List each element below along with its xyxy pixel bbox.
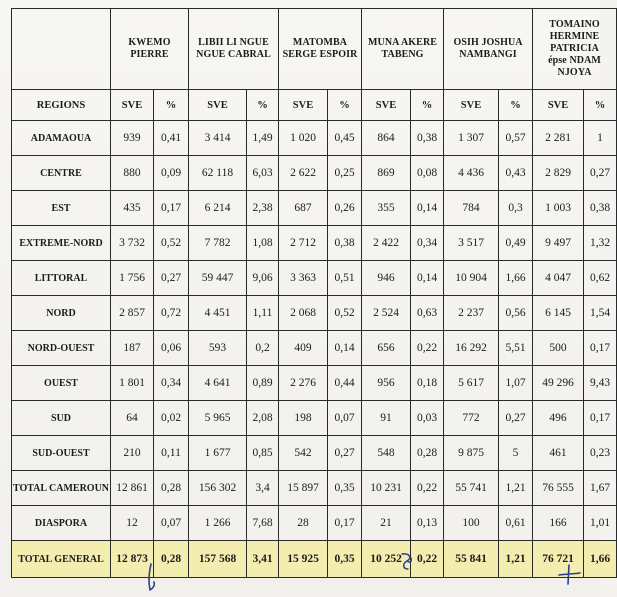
candidate-name: MATOMBA	[292, 37, 348, 48]
pct-value: 0,2	[247, 331, 279, 366]
pct-value: 9,43	[584, 366, 617, 401]
sve-value: 9 875	[444, 436, 499, 471]
pct-value: 0,07	[154, 506, 189, 541]
sve-value: 49 296	[533, 366, 584, 401]
pct-value: 1,11	[247, 296, 279, 331]
sve-value: 10 231	[362, 471, 411, 506]
table-row	[12, 331, 617, 366]
pct-value: 5	[499, 436, 533, 471]
pct-value: 0,07	[328, 401, 362, 436]
pct-value: 3,41	[247, 541, 279, 578]
region-name: EST	[12, 191, 111, 226]
pct-value: 1,07	[499, 366, 533, 401]
candidate-name: MUNA AKERE	[367, 37, 438, 48]
sve-value: 1 307	[444, 121, 499, 156]
sve-value: 100	[444, 506, 499, 541]
pct-value: 0,52	[154, 226, 189, 261]
candidate-name: PIERRE	[130, 49, 169, 60]
sve-value: 409	[279, 331, 328, 366]
sve-value: 4 641	[189, 366, 247, 401]
candidate-name: HERMINE	[549, 31, 600, 42]
sve-value: 355	[362, 191, 411, 226]
candidate-header	[111, 9, 189, 90]
sve-value: 9 497	[533, 226, 584, 261]
pct-value: 0,41	[154, 121, 189, 156]
sve-header: SVE	[189, 90, 247, 121]
pct-header: %	[499, 90, 533, 121]
sve-value: 12 861	[111, 471, 154, 506]
sve-value: 2 422	[362, 226, 411, 261]
pct-value: 0,35	[328, 471, 362, 506]
results-table	[11, 8, 617, 578]
pct-value: 7,68	[247, 506, 279, 541]
pct-value: 0,28	[154, 541, 189, 578]
sve-value: 10 904	[444, 261, 499, 296]
sve-value: 157 568	[189, 541, 247, 578]
region-name: SUD-OUEST	[12, 436, 111, 471]
pct-value: 0,56	[499, 296, 533, 331]
pct-value: 0,22	[411, 471, 444, 506]
pct-value: 0,14	[411, 191, 444, 226]
pct-value: 0,27	[328, 436, 362, 471]
sve-value: 2 857	[111, 296, 154, 331]
sve-value: 6 145	[533, 296, 584, 331]
table-row	[12, 296, 617, 331]
region-name: NORD-OUEST	[12, 331, 111, 366]
candidate-header	[533, 9, 617, 90]
table-row	[12, 436, 617, 471]
region-name: DIASPORA	[12, 506, 111, 541]
pct-value: 0,17	[154, 191, 189, 226]
pct-value: 1,21	[499, 471, 533, 506]
region-name: EXTREME-NORD	[12, 226, 111, 261]
sve-value: 7 782	[189, 226, 247, 261]
sve-value: 2 829	[533, 156, 584, 191]
regions-header: REGIONS	[12, 90, 111, 121]
region-name: TOTAL GENERAL	[12, 541, 111, 578]
sve-value: 2 237	[444, 296, 499, 331]
sve-value: 59 447	[189, 261, 247, 296]
handwritten-mark	[142, 562, 162, 594]
pct-value: 0,63	[411, 296, 444, 331]
pct-value: 2,08	[247, 401, 279, 436]
sve-value: 4 451	[189, 296, 247, 331]
sve-value: 2 276	[279, 366, 328, 401]
pct-value: 9,06	[247, 261, 279, 296]
pct-value: 0,17	[584, 331, 617, 366]
sve-value: 156 302	[189, 471, 247, 506]
sve-value: 496	[533, 401, 584, 436]
sve-value: 2 281	[533, 121, 584, 156]
pct-value: 0,09	[154, 156, 189, 191]
sve-value: 435	[111, 191, 154, 226]
table-row	[12, 366, 617, 401]
pct-value: 1,49	[247, 121, 279, 156]
candidate-name: TOMAINO	[549, 19, 600, 30]
pct-value: 0,18	[411, 366, 444, 401]
candidate-name: épse NDAM NJOYA	[548, 55, 601, 78]
table-row	[12, 226, 617, 261]
region-name: NORD	[12, 296, 111, 331]
candidate-name: OSIH JOSHUA	[453, 37, 523, 48]
pct-value: 0,28	[154, 471, 189, 506]
pct-value: 0,17	[328, 506, 362, 541]
candidate-name: LIBII LI NGUE	[198, 37, 269, 48]
pct-value: 0,35	[328, 541, 362, 578]
sve-value: 3 363	[279, 261, 328, 296]
sve-value: 956	[362, 366, 411, 401]
pct-value: 3,4	[247, 471, 279, 506]
pct-value: 0,27	[499, 401, 533, 436]
sve-value: 15 925	[279, 541, 328, 578]
sve-value: 12	[111, 506, 154, 541]
sve-value: 2 068	[279, 296, 328, 331]
sve-value: 76 721	[533, 541, 584, 578]
pct-value: 0,52	[328, 296, 362, 331]
pct-value: 0,02	[154, 401, 189, 436]
sve-value: 5 965	[189, 401, 247, 436]
pct-value: 6,03	[247, 156, 279, 191]
sve-header: SVE	[279, 90, 328, 121]
sve-value: 10 252	[362, 541, 411, 578]
sve-value: 3 517	[444, 226, 499, 261]
pct-header: %	[584, 90, 617, 121]
table-row	[12, 401, 617, 436]
sve-value: 64	[111, 401, 154, 436]
candidate-header	[189, 9, 279, 90]
pct-value: 0,22	[411, 331, 444, 366]
sve-value: 28	[279, 506, 328, 541]
sve-value: 939	[111, 121, 154, 156]
pct-value: 0,61	[499, 506, 533, 541]
pct-header: %	[154, 90, 189, 121]
pct-value: 1,08	[247, 226, 279, 261]
region-name: SUD	[12, 401, 111, 436]
sve-value: 91	[362, 401, 411, 436]
pct-value: 0,62	[584, 261, 617, 296]
pct-value: 0,06	[154, 331, 189, 366]
sve-value: 3 414	[189, 121, 247, 156]
sve-value: 1 677	[189, 436, 247, 471]
pct-value: 1,32	[584, 226, 617, 261]
sve-header: SVE	[533, 90, 584, 121]
pct-value: 0,57	[499, 121, 533, 156]
sve-value: 1 003	[533, 191, 584, 226]
sve-value: 656	[362, 331, 411, 366]
pct-value: 0,38	[584, 191, 617, 226]
sve-value: 2 712	[279, 226, 328, 261]
sve-value: 210	[111, 436, 154, 471]
pct-value: 0,14	[328, 331, 362, 366]
candidate-name: SERGE ESPOIR	[282, 49, 358, 60]
sve-value: 946	[362, 261, 411, 296]
sve-header: SVE	[111, 90, 154, 121]
handwritten-mark	[556, 562, 582, 588]
sve-value: 2 524	[362, 296, 411, 331]
table-row	[12, 156, 617, 191]
pct-value: 0,85	[247, 436, 279, 471]
sve-value: 687	[279, 191, 328, 226]
pct-value: 0,45	[328, 121, 362, 156]
pct-value: 0,28	[411, 436, 444, 471]
sve-value: 166	[533, 506, 584, 541]
sve-value: 15 897	[279, 471, 328, 506]
candidate-name: NAMBANGI	[459, 49, 517, 60]
sve-value: 55 841	[444, 541, 499, 578]
pct-value: 0,3	[499, 191, 533, 226]
sve-value: 772	[444, 401, 499, 436]
pct-value: 1,66	[499, 261, 533, 296]
sve-value: 1 266	[189, 506, 247, 541]
pct-value: 1,67	[584, 471, 617, 506]
candidate-name: KWEMO	[128, 37, 171, 48]
sve-value: 5 617	[444, 366, 499, 401]
pct-value: 0,25	[328, 156, 362, 191]
candidate-name: NGUE CABRAL	[196, 49, 271, 60]
pct-value: 1	[584, 121, 617, 156]
pct-value: 0,43	[499, 156, 533, 191]
region-name: CENTRE	[12, 156, 111, 191]
sve-value: 1 801	[111, 366, 154, 401]
table-row	[12, 191, 617, 226]
pct-value: 0,14	[411, 261, 444, 296]
sve-value: 62 118	[189, 156, 247, 191]
pct-value: 0,44	[328, 366, 362, 401]
pct-value: 0,34	[411, 226, 444, 261]
sve-value: 864	[362, 121, 411, 156]
handwritten-mark	[396, 550, 418, 572]
sve-value: 12 873	[111, 541, 154, 578]
pct-value: 0,26	[328, 191, 362, 226]
corner-cell	[12, 9, 111, 90]
region-name: ADAMAOUA	[12, 121, 111, 156]
pct-value: 0,38	[411, 121, 444, 156]
sve-value: 6 214	[189, 191, 247, 226]
pct-value: 0,27	[154, 261, 189, 296]
sve-value: 1 020	[279, 121, 328, 156]
candidate-name: TABENG	[381, 49, 424, 60]
sve-value: 21	[362, 506, 411, 541]
sve-value: 3 732	[111, 226, 154, 261]
pct-value: 5,51	[499, 331, 533, 366]
sve-value: 461	[533, 436, 584, 471]
candidate-header	[362, 9, 444, 90]
table-row	[12, 471, 617, 506]
sve-header: SVE	[444, 90, 499, 121]
pct-value: 0,34	[154, 366, 189, 401]
pct-value: 0,03	[411, 401, 444, 436]
sve-value: 187	[111, 331, 154, 366]
table-row	[12, 506, 617, 541]
pct-value: 1,01	[584, 506, 617, 541]
sve-value: 198	[279, 401, 328, 436]
sve-header: SVE	[362, 90, 411, 121]
pct-header: %	[328, 90, 362, 121]
pct-value: 0,22	[411, 541, 444, 578]
region-name: TOTAL CAMEROUN	[12, 471, 111, 506]
sve-value: 869	[362, 156, 411, 191]
table-row	[12, 261, 617, 296]
pct-value: 0,17	[584, 401, 617, 436]
pct-value: 1,21	[499, 541, 533, 578]
sve-value: 500	[533, 331, 584, 366]
pct-value: 2,38	[247, 191, 279, 226]
region-name: OUEST	[12, 366, 111, 401]
sve-value: 76 555	[533, 471, 584, 506]
candidate-header	[279, 9, 362, 90]
pct-value: 1,66	[584, 541, 617, 578]
pct-value: 0,38	[328, 226, 362, 261]
pct-value: 0,23	[584, 436, 617, 471]
sve-value: 593	[189, 331, 247, 366]
sve-value: 4 047	[533, 261, 584, 296]
pct-value: 1,54	[584, 296, 617, 331]
table-row	[12, 121, 617, 156]
pct-value: 0,13	[411, 506, 444, 541]
pct-value: 0,49	[499, 226, 533, 261]
sve-value: 784	[444, 191, 499, 226]
sve-value: 548	[362, 436, 411, 471]
pct-value: 0,11	[154, 436, 189, 471]
sve-value: 4 436	[444, 156, 499, 191]
pct-value: 0,89	[247, 366, 279, 401]
region-name: LITTORAL	[12, 261, 111, 296]
pct-value: 0,72	[154, 296, 189, 331]
sve-value: 1 756	[111, 261, 154, 296]
sve-value: 55 741	[444, 471, 499, 506]
total-general-row	[12, 541, 617, 578]
sve-value: 880	[111, 156, 154, 191]
sve-value: 16 292	[444, 331, 499, 366]
candidate-header	[444, 9, 533, 90]
pct-value: 0,27	[584, 156, 617, 191]
sve-value: 542	[279, 436, 328, 471]
sve-value: 2 622	[279, 156, 328, 191]
pct-value: 0,51	[328, 261, 362, 296]
candidate-name: PATRICIA	[550, 43, 599, 54]
pct-value: 0,08	[411, 156, 444, 191]
pct-header: %	[247, 90, 279, 121]
pct-header: %	[411, 90, 444, 121]
